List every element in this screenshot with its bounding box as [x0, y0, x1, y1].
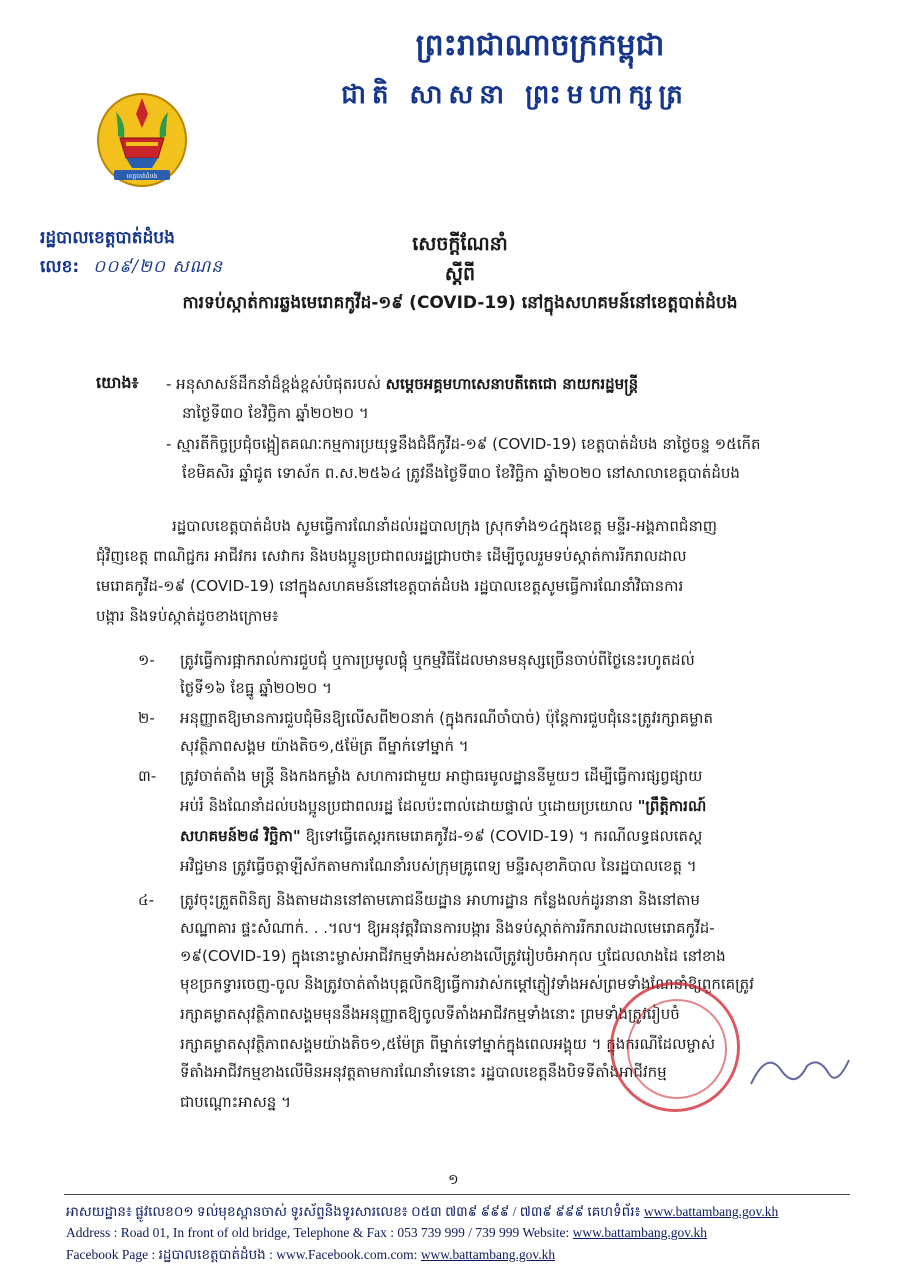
- footer-address-english-text: Address : Road 01, In front of old bridge, Telephone & Fax : 053 739 999 / 739 999 Website:: [66, 1225, 573, 1240]
- reference-item-1: [166, 374, 638, 394]
- national-motto: ជាតិ សាសនា ព្រះមហាក្សត្រ: [341, 80, 689, 110]
- reference-number-value: ០០៩/២០ សណន: [93, 257, 224, 277]
- item-1-line-2: ថ្ងៃទី១៦ ខែធ្នូ ឆ្នាំ២០២០ ។: [180, 679, 332, 697]
- item-3-line-3: [180, 826, 702, 846]
- reference-item-2-line1: - ស្មារតីកិច្ចប្រជុំចង្អៀតគណៈកម្មការប្រយុទ្ធនឹងជំងឺកូវីដ-១៩ (COVID-19) ខេត្តបាត់ដំបង នាថ្ងៃចន្ទ ១៥កើត: [166, 435, 761, 453]
- issuing-authority: រដ្ឋបាលខេត្តបាត់ដំបង: [40, 228, 175, 248]
- footer-website-link-2[interactable]: www.battambang.gov.kh: [572, 1225, 708, 1240]
- item-4-line-1: ត្រូវចុះត្រួតពិនិត្យ និងតាមដាននៅតាមភោជនីយដ្ឋាន អាហារដ្ឋាន កន្លែងលក់ដូរនានា និងនៅតាម: [180, 891, 700, 909]
- footer-website-link-3[interactable]: www.battambang.gov.kh: [420, 1247, 556, 1262]
- item-3-line-2: [180, 796, 706, 816]
- document-about-label: ស្តីពី: [444, 263, 476, 285]
- item-4-line-5: រក្សាគម្លាតសុវត្ថិភាពសង្គមមុននឹងអនុញ្ញាតឱ្យចូលទីតាំងអាជីវកម្មទាំងនោះ ព្រមទាំងត្រូវរៀបចំ: [180, 1005, 680, 1023]
- item-2-number: ២-: [138, 709, 155, 727]
- kingdom-heading: ព្រះរាជាណាចក្រកម្ពុជា: [415, 28, 665, 63]
- intro-line-3: មេរោគកូវីដ-១៩ (COVID-19) នៅក្នុងសហគមន៍នៅខេត្តបាត់ដំបង រដ្ឋបាលខេត្តសូមធ្វើការណែនាំវិធានការ: [96, 577, 684, 595]
- reference-number-label: លេខ:: [40, 257, 80, 277]
- item-2-line-2: សុវត្ថិភាពសង្គម យ៉ាងតិច១,៥ម៉ែត្រ ពីម្នាក់ទៅម្នាក់ ។: [180, 737, 469, 755]
- item-2-line-1: អនុញ្ញាតឱ្យមានការជួបជុំមិនឱ្យលើសពី២០នាក់ (ក្នុងករណីចាំបាច់) ប៉ុន្តែការជួបជុំនេះត្រូវរក្សាគម្លាត: [180, 709, 713, 727]
- document-type-title: សេចក្តីណែនាំ: [412, 233, 508, 255]
- footer-address-english: [66, 1225, 707, 1241]
- svg-text:ខេត្តបាត់ដំបង: ខេត្តបាត់ដំបង: [126, 173, 158, 180]
- reference-item-1-emphasis: សម្តេចអគ្គមហាសេនាបតីតេជោ នាយករដ្ឋមន្ត្រី: [385, 375, 639, 393]
- reference-item-1-line2: នាថ្ងៃទី៣០ ខែវិច្ឆិកា ឆ្នាំ២០២០ ។: [182, 404, 369, 422]
- item-3-event-name-end: សហគមន៍២៨ វិច្ឆិកា": [180, 827, 301, 845]
- handwritten-signature: [745, 1040, 855, 1100]
- intro-line-4: បង្ការ និងទប់ស្កាត់ដូចខាងក្រោម៖: [96, 607, 279, 625]
- intro-line-1: រដ្ឋបាលខេត្តបាត់ដំបង សូមធ្វើការណែនាំដល់រដ្ឋបាលក្រុង ស្រុកទាំង១៤ក្នុងខេត្ត មន្ទីរ-អង្គភាពជំនាញ: [172, 517, 718, 535]
- item-3-line-3-text: ឱ្យទៅធ្វើតេស្តរកមេរោគកូវីដ-១៩ (COVID-19) ។ ករណីលទ្ធផលតេស្ត: [300, 827, 703, 845]
- footer-address-khmer: [66, 1203, 778, 1223]
- item-3-event-name-start: "ព្រឹត្តិការណ៍: [637, 797, 707, 815]
- item-1-number: ១-: [138, 651, 155, 669]
- item-3-line-1: ត្រូវចាត់តាំង មន្ត្រី និងកងកម្លាំង សហការជាមួយ អាជ្ញាធរមូលដ្ឋាននីមួយៗ ដើម្បីធ្វើការផ្សព្វផ្សាយ: [180, 767, 703, 785]
- item-4-line-3: ១៩(COVID-19) ក្នុងនោះម្ចាស់អាជីវកម្មទាំងអស់ខាងលើត្រូវរៀបចំអាកុល ឬជែលលាងដៃ នៅខាង: [180, 947, 726, 965]
- item-4-line-2: សណ្ឋាគារ ផ្ទះសំណាក់. . .។ល។ ឱ្យអនុវត្តវិធានការបង្ការ និងទប់ស្កាត់ការរីករាលដាលមេរោគកូវីដ-: [180, 919, 715, 937]
- footer-website-link-1[interactable]: www.battambang.gov.kh: [643, 1204, 779, 1219]
- item-4-line-8: ជាបណ្តោះអាសន្ន ។: [180, 1093, 291, 1111]
- item-3-line-4: អវិជ្ជមាន ត្រូវធ្វើចត្តាឡីស័កតាមការណែនាំរបស់ក្រុមគ្រូពេទ្យ មន្ទីរសុខាភិបាល នៃរដ្ឋបាលខេត្ត ។: [180, 857, 697, 875]
- footer-facebook-text: Facebook Page : រដ្ឋបាលខេត្តបាត់ដំបង : www.Facebook.com.com:: [66, 1247, 421, 1262]
- item-3-line-2-text: អប់រំ និងណែនាំដល់បងប្អូនប្រជាពលរដ្ឋ ដែលប៉ះពាល់ដោយផ្ទាល់ ឬដោយប្រយោល: [180, 797, 638, 815]
- footer-divider: [64, 1194, 850, 1195]
- footer-facebook: [66, 1246, 555, 1266]
- references-label: យោង៖: [96, 373, 139, 392]
- reference-number: [40, 256, 223, 281]
- document-subject: ការទប់ស្កាត់ការឆ្លងមេរោគកូវីដ-១៩ (COVID-19) នៅក្នុងសហគមន៍នៅខេត្តបាត់ដំបង: [182, 293, 738, 313]
- item-4-line-7: ទីតាំងអាជីវកម្មខាងលើមិនអនុវត្តតាមការណែនាំទេនោះ រដ្ឋបាលខេត្តនឹងបិទទីតាំងអាជីវកម្ម: [180, 1063, 667, 1081]
- item-1-line-1: ត្រូវធ្វើការផ្អាករាល់ការជួបជុំ ឬការប្រមូលផ្តុំ ឬកម្មវិធីដែលមានមនុស្សច្រើនចាប់ពីថ្ងៃនេះរហូតដល់: [180, 651, 695, 669]
- page-number: ១: [448, 1172, 459, 1188]
- reference-item-1-text: - អនុសាសន៍ដឹកនាំដ៏ខ្ពង់ខ្ពស់បំផុតរបស់: [166, 375, 386, 393]
- item-4-number: ៤-: [138, 891, 155, 909]
- item-4-line-6: រក្សាគម្លាតសុវត្ថិភាពសង្គមយ៉ាងតិច១,៥ម៉ែត្រ ពីម្នាក់ទៅម្នាក់ក្នុងពេលអង្គុយ ។ ក្នុងករណីដែលម្ចាស់: [180, 1035, 715, 1053]
- item-4-line-4: មុខច្រកទ្វារចេញ-ចូល និងត្រូវចាត់តាំងបុគ្គលិកឱ្យធ្វើការវាស់កម្តៅភ្ញៀវទាំងអស់ព្រមទាំងណែនាំឱ្យពួកគេត្រូវ: [180, 975, 754, 993]
- intro-line-2: ជុំវិញខេត្ត ពាណិជ្ជករ អាជីវករ សេវាករ និងបងប្អូនប្រជាពលរដ្ឋជ្រាបថា៖ ដើម្បីចូលរួមទប់ស្កាត់ការរីករាលដាល: [96, 547, 687, 565]
- footer-address-khmer-text: អាសយដ្ឋាន៖ ផ្លូវលេខ០១ ទល់មុខស្ពានចាស់ ទូរស័ព្ទនិងទូរសារលេខ៖ ០៥៣ ៧៣៩ ៩៩៩ / ៧៣៩ ៩៩៩ គេហទំព័រ៖: [66, 1204, 644, 1219]
- provincial-seal-logo: [96, 92, 188, 202]
- reference-item-2-line2: ខែមិគសិរ ឆ្នាំជូត ទោស័ក ព.ស.២៥៦៤ ត្រូវនឹងថ្ងៃទី៣០ ខែវិច្ឆិកា ឆ្នាំ២០២០ នៅសាលាខេត្តបាត់ដំបង: [182, 464, 740, 482]
- item-3-number: ៣-: [138, 767, 157, 785]
